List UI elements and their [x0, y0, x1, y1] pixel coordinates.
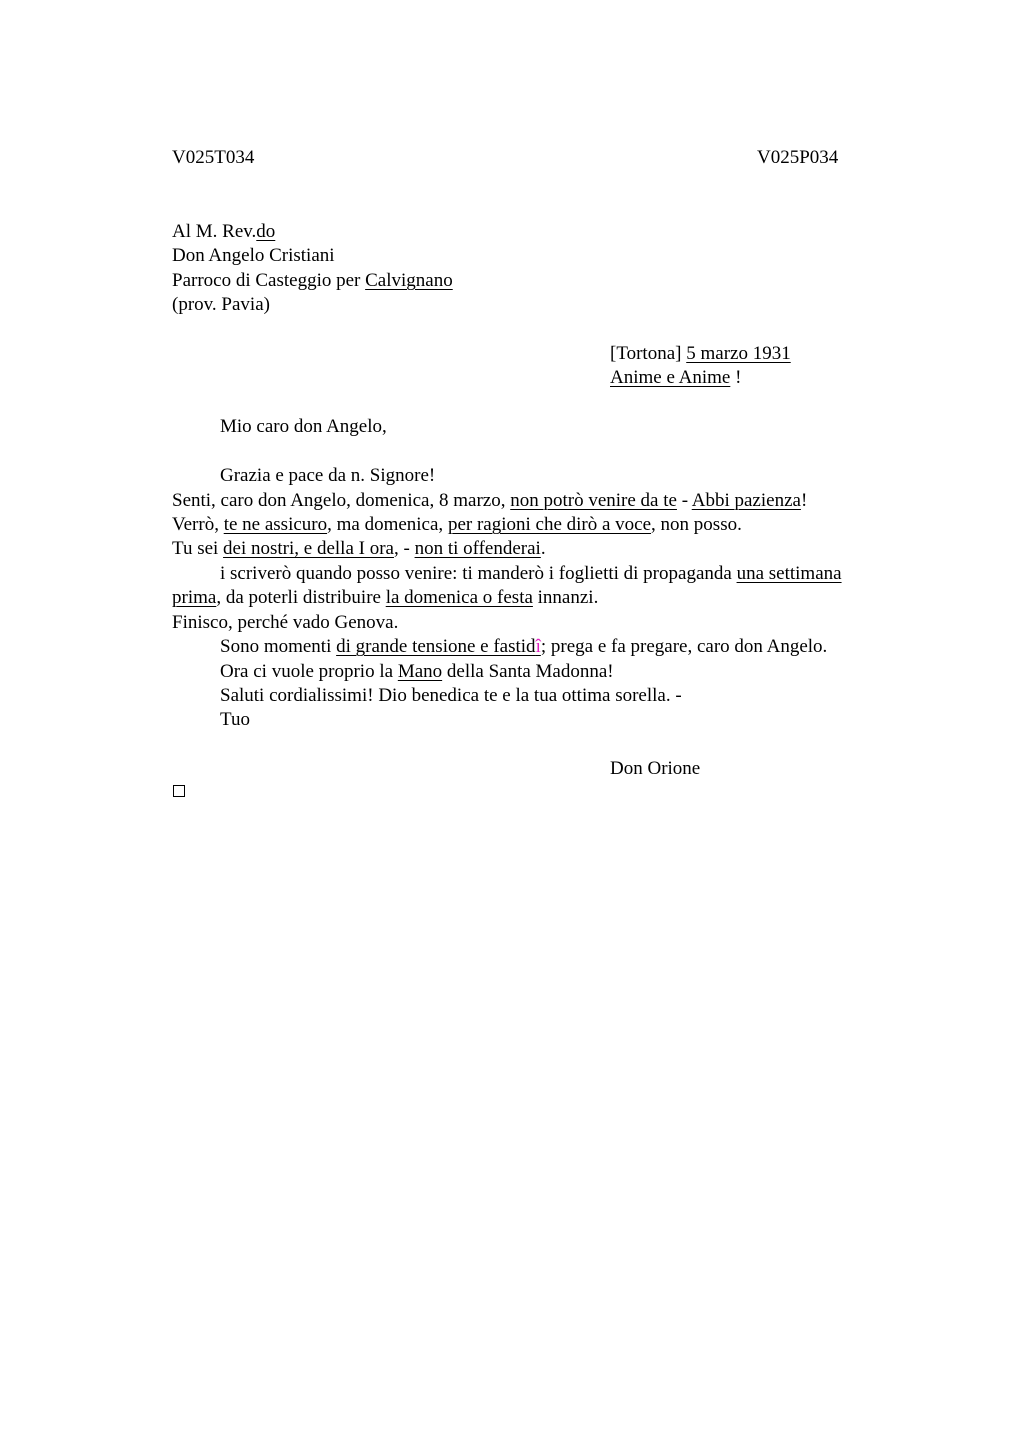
text: della Santa Madonna! [442, 661, 614, 682]
left-code: V025T034 [172, 147, 255, 168]
underlined-text: dei nostri, e della I ora [223, 538, 394, 559]
text: i scriverò quando posso venire: ti manderò i foglietti di propaganda [220, 563, 737, 584]
body-line-1: Grazia e pace da n. Signore! [220, 465, 436, 486]
motto [610, 366, 741, 390]
text: , da poterli distribuire [216, 587, 386, 608]
text: Ora ci vuole proprio la [220, 661, 398, 682]
end-marker-box [173, 785, 185, 797]
body-line-9 [220, 660, 614, 684]
text: ; prega e fa pregare, caro don Angelo. [540, 636, 828, 657]
underlined-text: te ne assicuro [223, 514, 328, 535]
text: - [676, 490, 692, 511]
address-line-2: Don Angelo Cristiani [172, 245, 335, 266]
date: 5 marzo 1931 [686, 343, 791, 364]
right-code: V025P034 [757, 147, 839, 168]
text: Senti, caro don Angelo, domenica, 8 marzo, [172, 490, 511, 511]
underlined-text [336, 636, 541, 657]
text: innanzi. [532, 587, 599, 608]
text: di grande tensione e fastid [336, 636, 536, 657]
body-line-7: Finisco, perché vado Genova. [172, 612, 399, 633]
body-line-3 [172, 513, 742, 537]
address-line-1 [172, 220, 275, 244]
body-line-2 [172, 489, 807, 513]
body-line-4 [172, 537, 546, 561]
motto-text: Anime e Anime [610, 367, 731, 388]
highlighted-char: î [535, 636, 541, 657]
body-line-5 [220, 562, 842, 586]
body-line-11: Tuo [220, 709, 250, 730]
address-title: Al M. Rev. [172, 221, 257, 242]
text: , - [393, 538, 415, 559]
address-line-4: (prov. Pavia) [172, 294, 270, 315]
text: . [540, 538, 546, 559]
motto-suffix: ! [730, 367, 742, 388]
body-line-6 [172, 586, 598, 610]
underlined-text: la domenica o festa [385, 587, 533, 608]
text: Verrò, [172, 514, 224, 535]
body-line-10: Saluti cordialissimi! Dio benedica te e la tua ottima sorella. - [220, 685, 682, 706]
text: , ma domenica, [327, 514, 448, 535]
underlined-text: Abbi pazienza [691, 490, 801, 511]
underlined-text: per ragioni che dirò a voce [447, 514, 652, 535]
underlined-text: Mano [397, 661, 443, 682]
place: [Tortona] [610, 343, 687, 364]
underlined-text: prima [172, 587, 217, 608]
address-title-abbr: do [256, 221, 276, 242]
underlined-text: non potrò venire da te [510, 490, 677, 511]
address-town: Calvignano [365, 270, 453, 291]
text: ! [800, 490, 808, 511]
underlined-text: una settimana [736, 563, 842, 584]
salutation: Mio caro don Angelo, [220, 416, 387, 437]
underlined-text: non ti offenderai [414, 538, 541, 559]
dateline [610, 342, 791, 366]
signature: Don Orione [610, 758, 701, 779]
text: , non posso. [651, 514, 742, 535]
text: Tu sei [172, 538, 224, 559]
address-line-3 [172, 269, 453, 293]
address-parish: Parroco di Casteggio per [172, 270, 366, 291]
text: Sono momenti [220, 636, 337, 657]
body-line-8 [220, 635, 827, 659]
